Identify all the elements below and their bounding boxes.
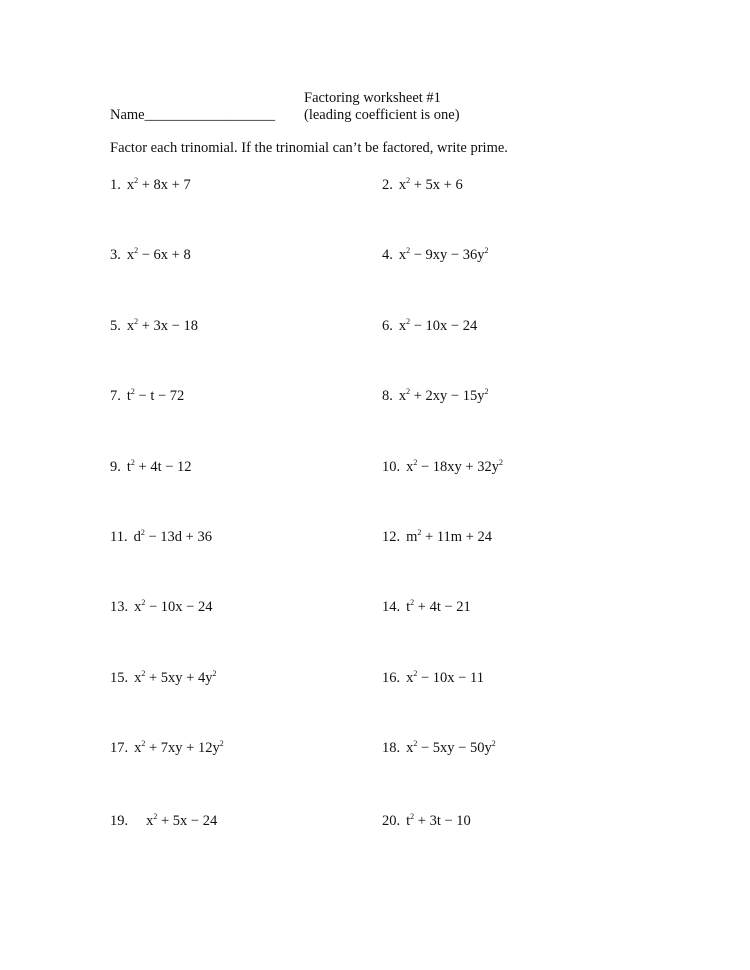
expression-term: − 9xy − 36y [410, 247, 485, 264]
exponent: 2 [484, 387, 489, 397]
problem-expression [127, 318, 198, 334]
problem-20 [382, 811, 471, 829]
problem-9 [110, 457, 192, 475]
problem-6 [382, 316, 478, 334]
problem-number: 12. [382, 529, 401, 545]
expression-term: + 5x − 24 [157, 812, 218, 829]
exponent: 2 [413, 739, 418, 749]
expression-term: x [126, 247, 135, 264]
expression-term: + 2xy − 15y [410, 388, 485, 405]
exponent: 2 [413, 668, 418, 678]
expression-term: − 10x − 11 [417, 669, 484, 686]
problem-19 [110, 811, 218, 829]
expression-term: t [406, 599, 411, 616]
problem-1 [110, 178, 191, 193]
problem-14 [382, 600, 471, 615]
problem-number: 8. [382, 388, 393, 405]
exponent: 2 [498, 457, 503, 467]
exponent: 2 [134, 316, 139, 326]
problem-15 [110, 668, 217, 686]
exponent: 2 [410, 811, 415, 821]
expression-term: x [398, 247, 407, 264]
problem-number: 16. [382, 669, 401, 686]
problem-13 [110, 600, 212, 615]
problem-expression [127, 388, 184, 404]
exponent: 2 [212, 668, 217, 678]
problem-number: 7. [110, 388, 121, 405]
expression-term: x [134, 599, 142, 616]
problem-expression [146, 813, 217, 829]
problem-expression [399, 318, 477, 334]
exponent: 2 [134, 246, 139, 256]
expression-term: + 7xy + 12y [145, 740, 220, 757]
problem-expression [127, 247, 191, 263]
exponent: 2 [406, 387, 411, 397]
problem-expression [134, 599, 212, 615]
expression-term: + 3x − 18 [138, 317, 198, 334]
expression-term: x [134, 740, 142, 757]
problem-expression [406, 813, 471, 829]
problem-number: 11. [110, 529, 128, 545]
problem-3 [110, 248, 191, 263]
worksheet-title: Factoring worksheet #1 [304, 90, 441, 106]
exponent: 2 [219, 739, 224, 749]
problem-expression [406, 459, 503, 475]
expression-term: + 5x + 6 [410, 177, 463, 193]
problem-expression [406, 529, 492, 545]
expression-term: + 5xy + 4y [145, 669, 213, 686]
problem-expression [134, 529, 212, 545]
exponent: 2 [153, 811, 158, 821]
problem-number: 10. [382, 458, 401, 475]
problem-8 [382, 389, 488, 404]
problem-expression [134, 740, 224, 756]
exponent: 2 [141, 668, 146, 678]
exponent: 2 [140, 528, 145, 537]
expression-term: x [126, 177, 135, 193]
problem-number: 14. [382, 599, 401, 616]
expression-term: − t − 72 [134, 388, 185, 405]
expression-term: x [146, 812, 154, 829]
problem-2 [382, 178, 463, 193]
problem-number: 1. [110, 177, 121, 193]
expression-term: x [134, 669, 142, 686]
problem-number: 19. [110, 812, 129, 829]
problem-number: 5. [110, 317, 121, 334]
expression-term: − 6x + 8 [138, 247, 191, 264]
name-field-label: Name__________________ [110, 107, 276, 123]
problem-expression [127, 459, 192, 475]
expression-term: t [126, 388, 131, 405]
problem-16 [382, 668, 484, 686]
exponent: 2 [406, 316, 411, 326]
exponent: 2 [410, 598, 415, 608]
expression-term: x [406, 740, 414, 757]
expression-term: + 3t − 10 [414, 812, 471, 829]
exponent: 2 [130, 387, 135, 397]
expression-term: m [406, 529, 418, 545]
expression-term: − 18xy + 32y [417, 458, 499, 475]
problem-number: 2. [382, 177, 393, 193]
problem-number: 9. [110, 458, 121, 475]
problem-11 [110, 530, 212, 545]
instructions: Factor each trinomial. If the trinomial can’t be factored, write prime. [110, 140, 508, 156]
expression-term: t [406, 812, 411, 829]
problem-7 [110, 389, 184, 404]
expression-term: t [126, 458, 131, 475]
problem-expression [406, 670, 484, 686]
exponent: 2 [413, 457, 418, 467]
expression-term: d [133, 529, 141, 545]
problem-expression [127, 177, 191, 193]
exponent: 2 [406, 176, 411, 185]
expression-term: + 8x + 7 [138, 177, 191, 193]
problem-number: 18. [382, 740, 401, 757]
expression-term: x [406, 669, 414, 686]
expression-term: x [126, 317, 135, 334]
expression-term: + 4t − 12 [134, 458, 192, 475]
problem-expression [399, 177, 463, 193]
expression-term: + 4t − 21 [414, 599, 471, 616]
problem-12 [382, 530, 492, 545]
problem-expression [406, 599, 471, 615]
problem-number: 3. [110, 247, 121, 264]
exponent: 2 [491, 739, 496, 749]
problem-10 [382, 457, 503, 475]
expression-term: − 10x − 24 [145, 599, 213, 616]
exponent: 2 [417, 528, 422, 537]
exponent: 2 [141, 598, 146, 608]
problem-number: 15. [110, 669, 129, 686]
problem-17 [110, 741, 224, 756]
exponent: 2 [134, 176, 139, 185]
expression-term: − 13d + 36 [144, 529, 212, 545]
problem-number: 20. [382, 812, 401, 829]
problem-number: 4. [382, 247, 393, 264]
expression-term: + 11m + 24 [421, 529, 493, 545]
expression-term: − 10x − 24 [410, 317, 478, 334]
problem-expression [134, 670, 216, 686]
problem-number: 17. [110, 740, 129, 757]
expression-term: x [398, 177, 407, 193]
exponent: 2 [141, 739, 146, 749]
expression-term: x [398, 388, 407, 405]
problem-5 [110, 316, 198, 334]
exponent: 2 [130, 457, 135, 467]
expression-term: x [398, 317, 407, 334]
expression-term: − 5xy − 50y [417, 740, 492, 757]
exponent: 2 [484, 246, 489, 256]
problem-expression [399, 388, 489, 404]
problem-4 [382, 248, 488, 263]
problem-number: 13. [110, 599, 129, 616]
problem-expression [406, 740, 496, 756]
problem-18 [382, 741, 496, 756]
worksheet-subtitle: (leading coefficient is one) [304, 107, 460, 123]
problem-expression [399, 247, 489, 263]
exponent: 2 [406, 246, 411, 256]
problem-number: 6. [382, 317, 393, 334]
expression-term: x [406, 458, 414, 475]
